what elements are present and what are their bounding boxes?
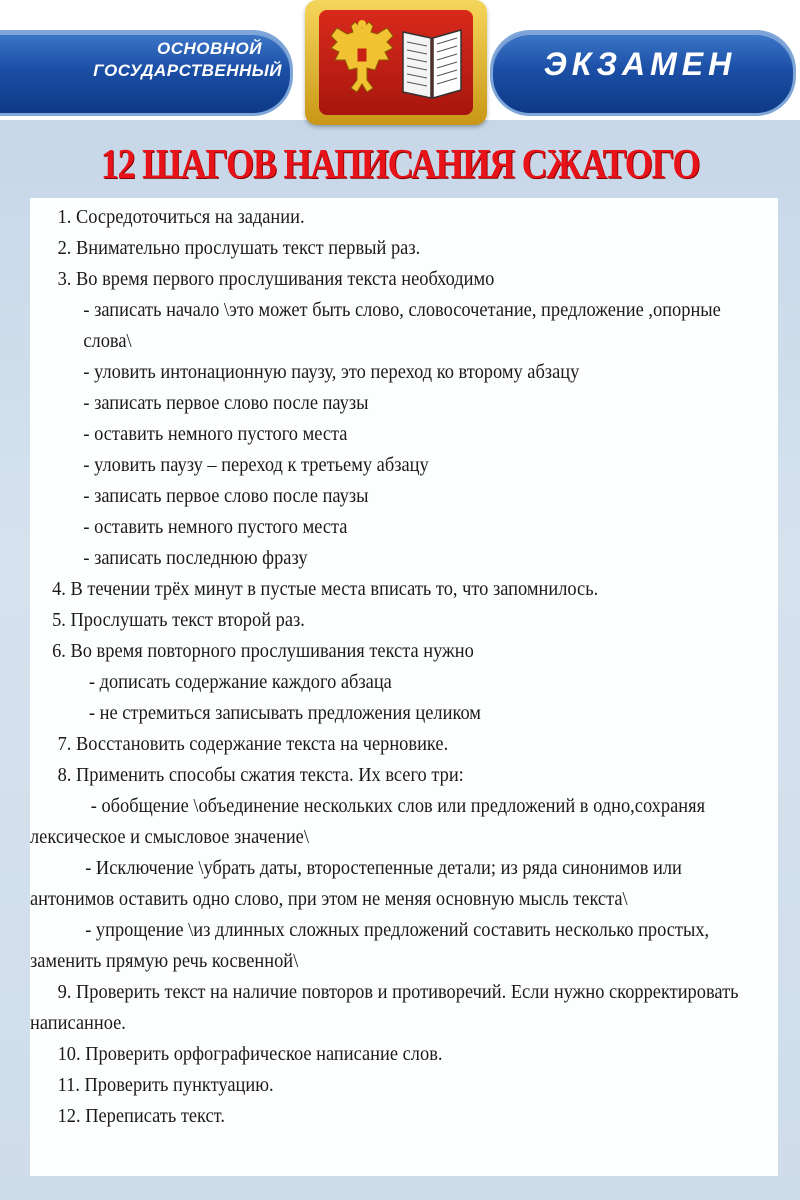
header-left-line1: ОСНОВНОЙ [156, 39, 262, 58]
double-headed-eagle-icon [327, 18, 397, 108]
crest-field [319, 10, 473, 115]
step-9: 9. Проверить текст на наличие повторов и противоречий. Если нужно скорректировать [57, 981, 739, 1003]
step-5: 5. Прослушать текст второй раз. [52, 609, 305, 631]
step-3-item: - уловить интонационную паузу, это переход ко второму абзацу [83, 361, 580, 383]
step-11: 11. Проверить пунктуацию. [57, 1074, 274, 1096]
step-9-cont: написанное. [30, 1012, 126, 1034]
step-1: 1. Сосредоточиться на задании. [57, 206, 305, 228]
step-3-item: - оставить немного пустого места [83, 516, 348, 538]
step-8-item-cont: заменить прямую речь косвенной\ [30, 950, 299, 972]
steps-list [30, 202, 739, 1132]
step-8-item: - упрощение \из длинных сложных предложений составить несколько простых, [85, 919, 710, 941]
step-12: 12. Переписать текст. [57, 1105, 225, 1127]
emblem-crest [305, 0, 487, 125]
step-10: 10. Проверить орфографическое написание слов. [57, 1043, 443, 1065]
step-3-item: - записать первое слово после паузы [83, 392, 369, 414]
step-8-item: - Исключение \убрать даты, второстепенные детали; из ряда синонимов или [85, 857, 682, 879]
step-4: 4. В течении трёх минут в пустые места вписать то, что запомнилось. [52, 578, 599, 600]
step-3: 3. Во время первого прослушивания текста необходимо [57, 268, 495, 290]
step-3-item: - записать начало \это может быть слово, словосочетание, предложение ,опорные [83, 299, 721, 321]
step-6-item: - дописать содержание каждого абзаца [88, 671, 392, 693]
step-3-item: - записать первое слово после паузы [83, 485, 369, 507]
step-3-item: - уловить паузу – переход к третьему абзацу [83, 454, 429, 476]
step-7: 7. Восстановить содержание текста на черновике. [57, 733, 449, 755]
header-left-text [10, 38, 282, 82]
step-6: 6. Во время повторного прослушивания текста нужно [52, 640, 474, 662]
step-3-item: - оставить немного пустого места [83, 423, 348, 445]
step-8: 8. Применить способы сжатия текста. Их всего три: [57, 764, 464, 786]
step-3-item: - записать последнюю фразу [83, 547, 308, 569]
step-6-item: - не стремиться записывать предложения целиком [88, 702, 481, 724]
step-8-item-cont: лексическое и смысловое значение\ [30, 826, 309, 848]
step-2: 2. Внимательно прослушать текст первый раз. [57, 237, 421, 259]
step-8-item-cont: антонимов оставить одно слово, при этом не меняя основную мысль текста\ [30, 888, 628, 910]
step-8-item: - обобщение \объединение нескольких слов или предложений в одно,сохраняя [90, 795, 706, 817]
step-3-item: слова\ [83, 330, 132, 352]
open-book-icon [397, 22, 467, 102]
page-title: 12 ШАГОВ НАПИСАНИЯ СЖАТОГО [100, 142, 700, 188]
header-right-text: ЭКЗАМЕН [543, 46, 737, 82]
header-left-line2: ГОСУДАРСТВЕННЫЙ [93, 61, 282, 80]
